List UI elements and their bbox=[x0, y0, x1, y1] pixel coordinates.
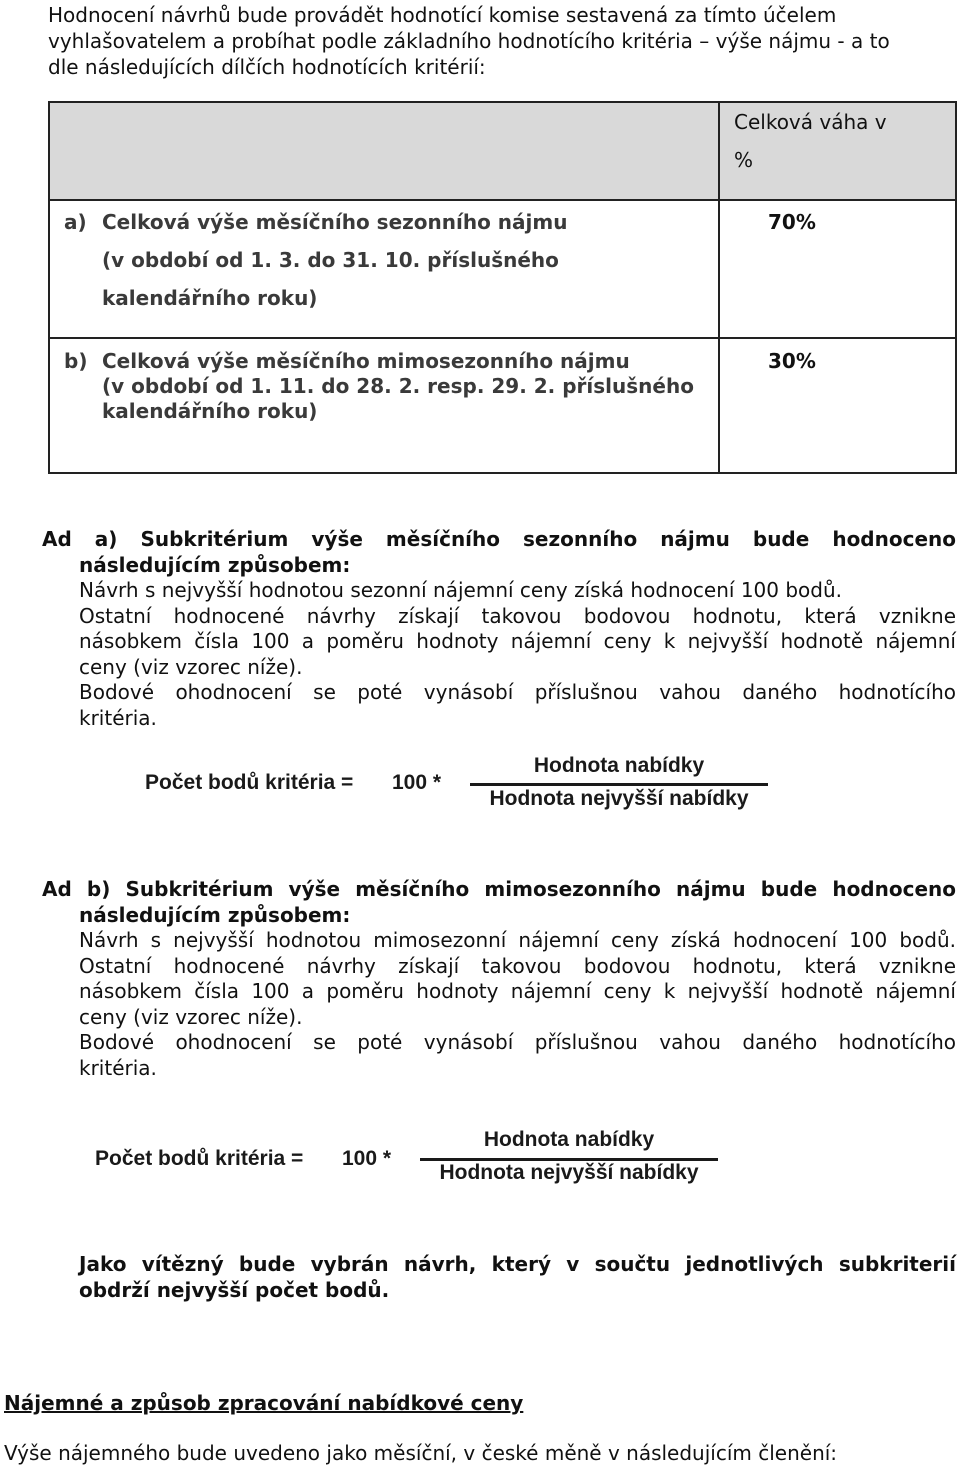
criterion-title: Celková výše měsíčního mimosezonního nájmu bbox=[102, 349, 630, 373]
intro-line: vyhlašovatelem a probíhat podle základního hodnotícího kritéria – výše nájmu - a to bbox=[48, 29, 890, 53]
fraction-bar bbox=[470, 783, 768, 786]
formula-denominator: Hodnota nejvyšší nabídky bbox=[489, 787, 749, 810]
criteria-table bbox=[48, 101, 957, 474]
section-b-text: Návrh s nejvyšší hodnotou mimosezonní nájemní ceny získá hodnocení 100 bodů. bbox=[79, 928, 956, 952]
section-b-text: Bodové ohodnocení se poté vynásobí příslušnou vahou daného hodnotícího bbox=[79, 1030, 956, 1054]
section-a-title: Ad a) Subkritérium výše měsíčního sezonního nájmu bude hodnoceno bbox=[42, 527, 956, 551]
criterion-period-end: kalendářního roku) bbox=[102, 399, 318, 423]
section-b-text: Ostatní hodnocené návrhy získají takovou bodovou hodnotu, která vznikne bbox=[79, 953, 956, 978]
intro-paragraph bbox=[48, 2, 928, 80]
conclusion-line: obdrží nejvyšší počet bodů. bbox=[79, 1278, 390, 1302]
criterion-cell bbox=[49, 200, 719, 338]
formula-factor: 100 * bbox=[392, 771, 442, 794]
table-header-row bbox=[49, 102, 956, 200]
section-a-text: Návrh s nejvyšší hodnotou sezonní nájemní ceny získá hodnocení 100 bodů. bbox=[79, 578, 843, 602]
section-a-title: následujícím způsobem: bbox=[79, 552, 351, 577]
table-header-weight bbox=[719, 102, 956, 200]
intro-line: Hodnocení návrhů bude provádět hodnotící komise sestavená za tímto účelem bbox=[48, 3, 837, 27]
criterion-period: (v období od 1. 3. do 31. 10. příslušného bbox=[102, 248, 559, 272]
formula-numerator: Hodnota nabídky bbox=[483, 1128, 655, 1151]
criterion-mark: b) bbox=[64, 349, 88, 373]
criterion-period: (v období od 1. 11. do 28. 2. resp. 29. 2. příslušného bbox=[102, 374, 694, 398]
table-row bbox=[49, 338, 956, 473]
section-a-text: ceny (viz vzorec níže). bbox=[79, 654, 303, 679]
formula-factor: 100 * bbox=[342, 1147, 392, 1170]
criterion-title: Celková výše měsíčního sezonního nájmu bbox=[102, 210, 568, 234]
formula-lhs: Počet bodů kritéria = bbox=[95, 1147, 304, 1170]
section-a-text: Bodové ohodnocení se poté vynásobí příslušnou vahou daného hodnotícího bbox=[79, 680, 956, 704]
intro-line: dle následujících dílčích hodnotících kritérií: bbox=[48, 55, 486, 79]
criterion-cell bbox=[49, 338, 719, 473]
criterion-mark: a) bbox=[64, 210, 87, 234]
weight-header-line: Celková váha v bbox=[734, 110, 887, 134]
section-a-text: kritéria. bbox=[79, 705, 157, 730]
section-a bbox=[42, 527, 956, 731]
criterion-weight: 70% bbox=[719, 200, 956, 338]
section-b-text: násobkem čísla 100 a poměru hodnoty nájemní ceny k nejvyšší hodnotě nájemní bbox=[79, 979, 956, 1003]
formula-numerator: Hodnota nabídky bbox=[533, 754, 705, 777]
formula-lhs: Počet bodů kritéria = bbox=[145, 771, 354, 794]
formula-denominator: Hodnota nejvyšší nabídky bbox=[439, 1161, 699, 1184]
section-a-text: násobkem čísla 100 a poměru hodnoty nájemní ceny k nejvyšší hodnotě nájemní bbox=[79, 629, 956, 653]
body-text: Výše nájemného bude uvedeno jako měsíční, v české měně v následujícím členění: bbox=[4, 1441, 838, 1465]
table-row bbox=[49, 200, 956, 338]
conclusion bbox=[79, 1251, 956, 1303]
weight-header-line: % bbox=[734, 148, 754, 172]
section-b bbox=[42, 877, 956, 1081]
criterion-weight: 30% bbox=[719, 338, 956, 473]
section-b-text: kritéria. bbox=[79, 1055, 157, 1080]
table-header-blank bbox=[49, 102, 719, 200]
conclusion-line: Jako vítězný bude vybrán návrh, který v součtu jednotlivých subkriterií bbox=[79, 1252, 956, 1276]
section-heading: Nájemné a způsob zpracování nabídkové ceny bbox=[4, 1391, 524, 1415]
section-b-text: ceny (viz vzorec níže). bbox=[79, 1004, 303, 1029]
criterion-period-end: kalendářního roku) bbox=[102, 286, 318, 310]
section-b-title: následujícím způsobem: bbox=[79, 902, 351, 927]
section-b-title: Ad b) Subkritérium výše měsíčního mimosezonního nájmu bude hodnoceno bbox=[42, 877, 956, 901]
section-a-text: Ostatní hodnocené návrhy získají takovou bodovou hodnotu, která vznikne bbox=[79, 603, 956, 628]
